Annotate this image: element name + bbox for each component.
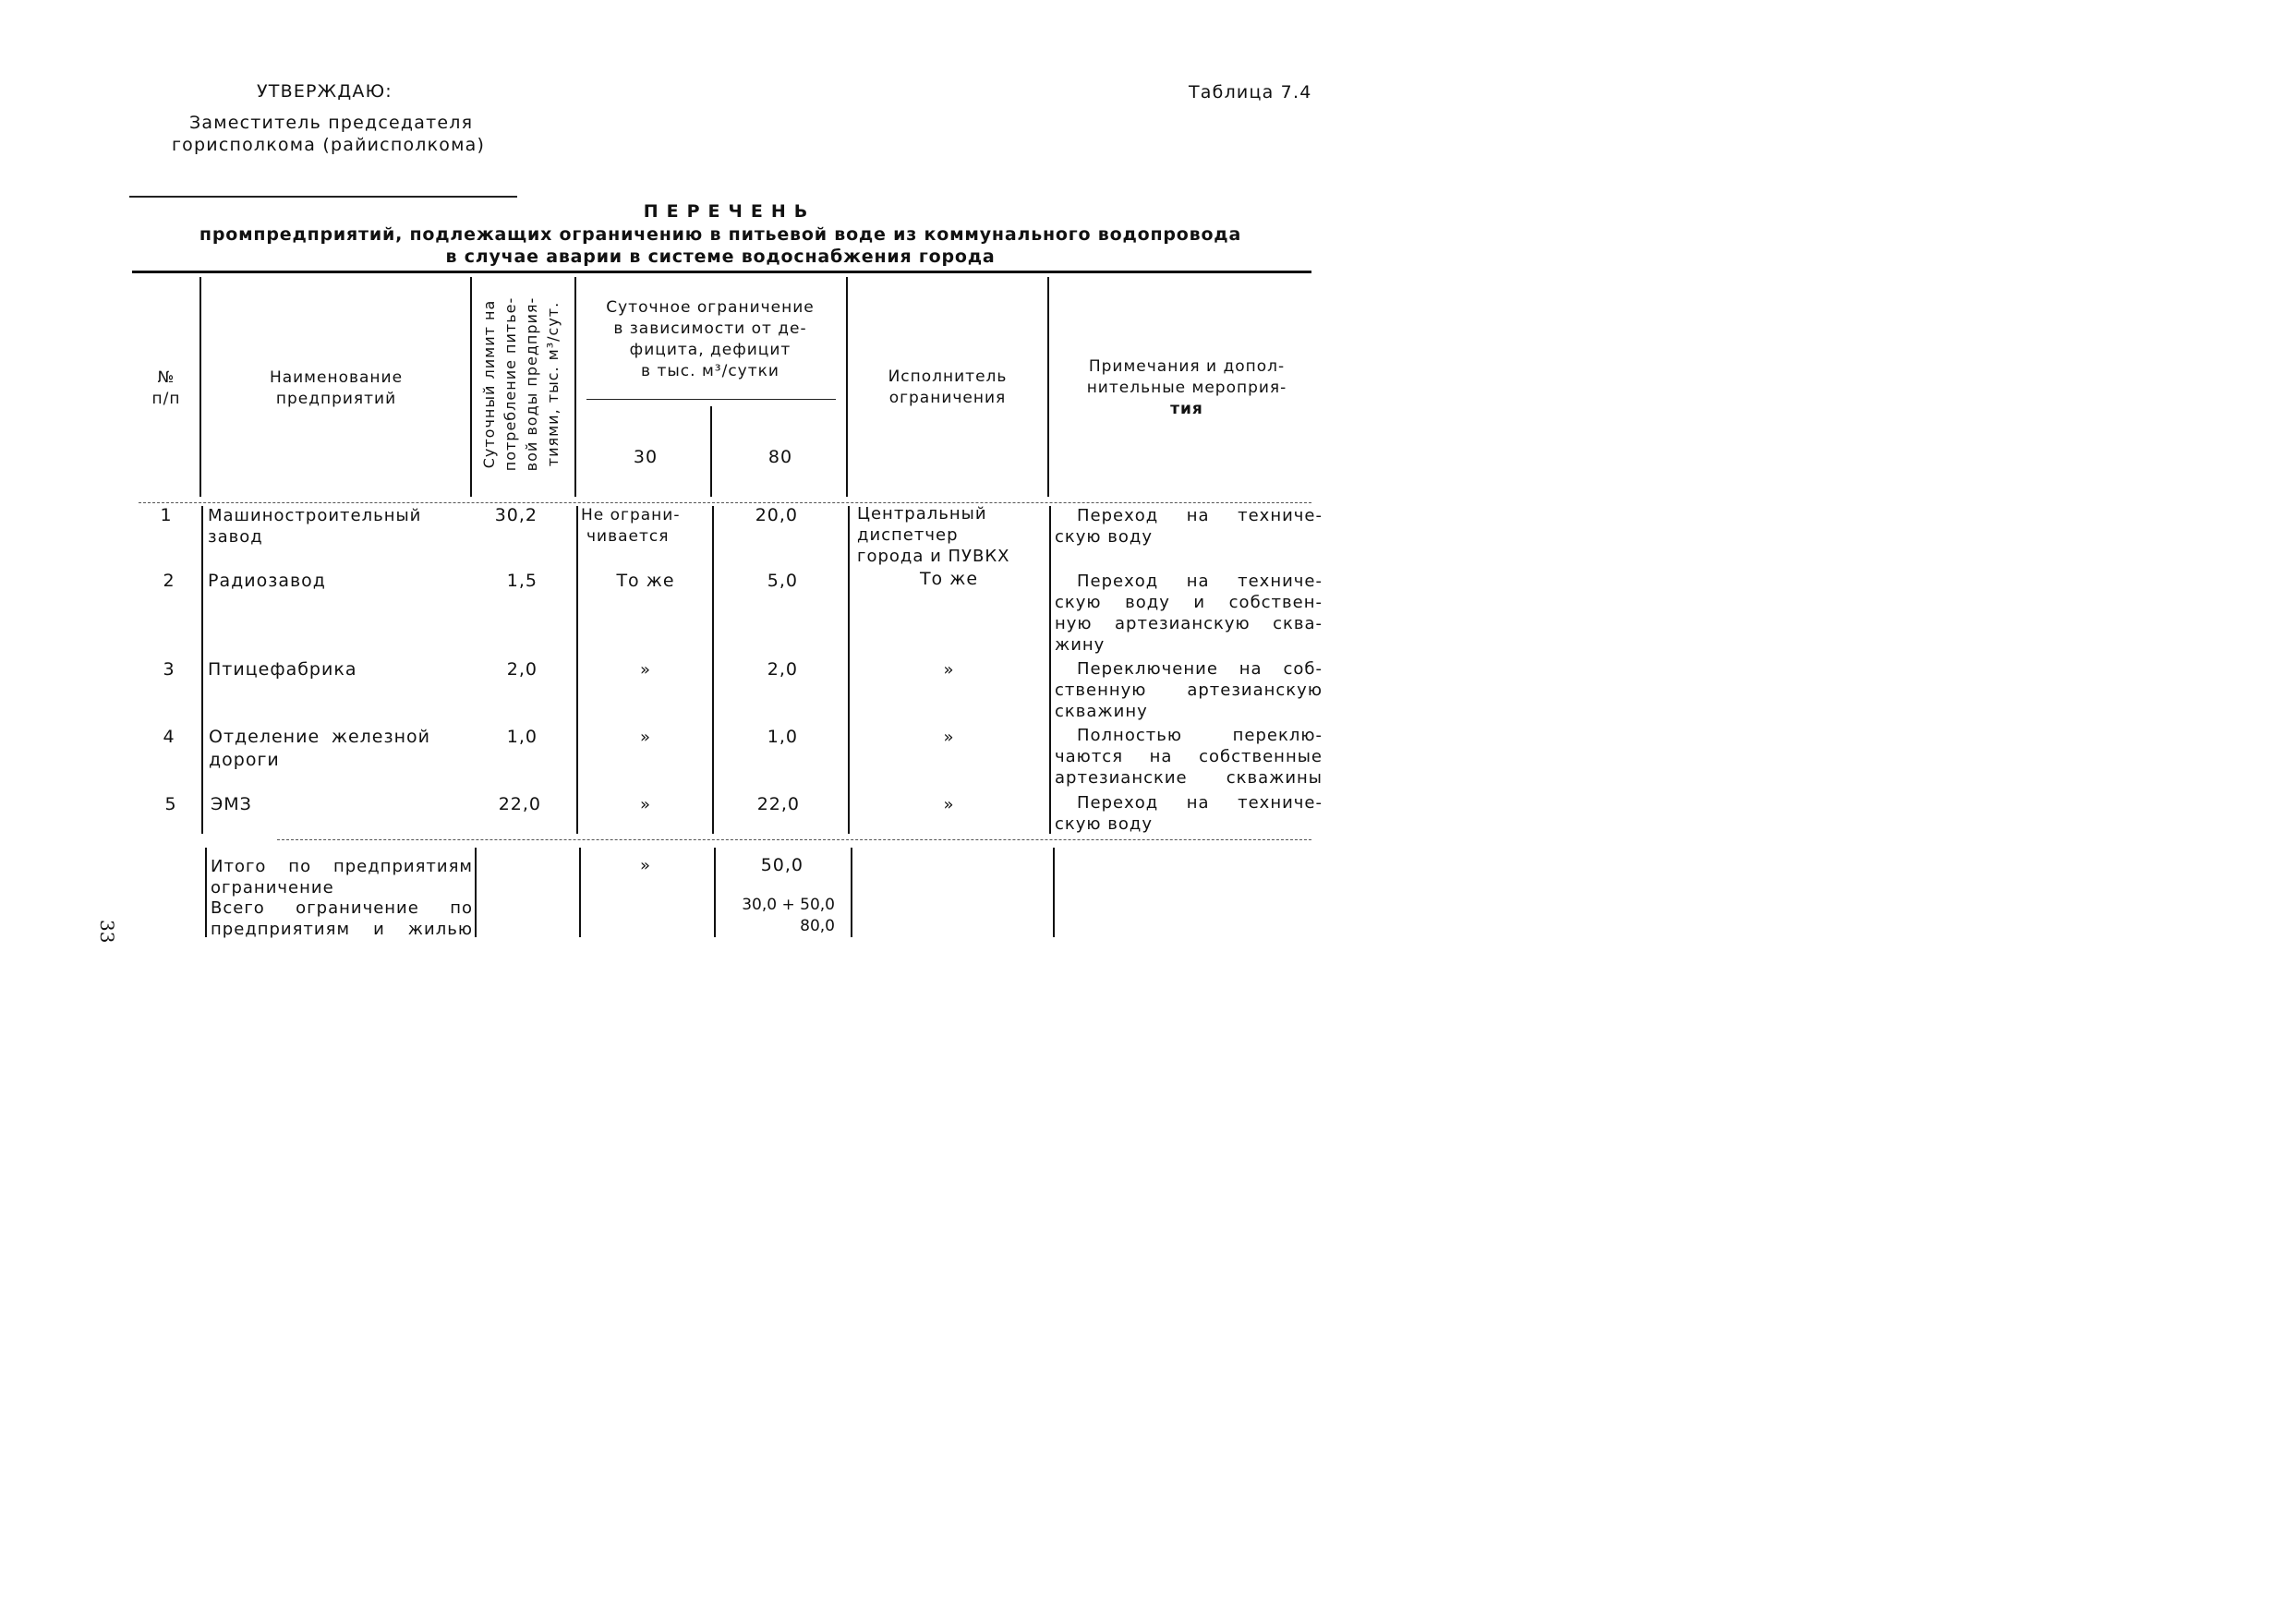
approval-position-line2: горисполкома (райисполкома) [172,135,486,155]
row1-name: Машиностроительный завод [208,506,422,547]
vline-body-4 [712,506,714,834]
totals-rule [277,839,1311,840]
vline-header-3 [574,277,576,497]
totals-d80-1: 50,0 [760,855,804,875]
signature-line [129,196,517,198]
col-deficit-30: 30 [633,447,659,467]
approval-title: УТВЕРЖДАЮ: [257,81,393,102]
totals-label-1: Итого по предприятиям ограничение [211,857,473,897]
col-no-header: № п/п [151,368,181,408]
row1-notes: Переход на техниче- скую воду [1055,506,1323,547]
heading-line1: промпредприятий, подлежащих ограничению в питьевой воде из коммунального водопровода [199,224,1242,245]
vline-total-4 [714,848,716,937]
vline-body-3 [576,506,578,834]
row2-name: Радиозавод [208,571,326,591]
vline-header-6 [1047,277,1049,497]
row3-d30: » [639,660,651,680]
row1-no: 1 [160,505,173,525]
subheader-rule [586,399,836,400]
row5-d30: » [639,795,651,814]
row4-d30: » [639,728,651,747]
row3-executor: » [943,660,955,680]
vline-header-5 [846,277,848,497]
row1-executor: Центральный диспетчер города и ПУВКХ [857,504,1010,566]
row4-name: Отделение железной дороги [209,727,430,770]
row5-no: 5 [164,794,177,814]
row1-limit: 30,2 [494,505,538,525]
row2-d80: 5,0 [767,571,798,591]
row2-notes: Переход на техниче- скую воду и собствен- ную артезианскую сква- жину [1055,572,1323,655]
totals-d30: » [639,856,651,875]
table-top-rule [132,271,1311,273]
approval-position-line1: Заместитель председателя [189,113,474,133]
heading-main: ПЕРЕЧЕНЬ [643,201,816,222]
row3-name: Птицефабрика [208,659,357,680]
row1-d30: Не ограни- чивается [581,506,681,546]
row3-limit: 2,0 [506,659,538,680]
vline-body-1 [201,506,203,834]
row5-d80: 22,0 [756,794,800,814]
col-limit-header: Суточный лимит на потребление питье- вой воды предприя- тиями, тыс. м³/сут. [480,296,562,472]
heading-line2: в случае аварии в системе водоснабжения города [445,247,996,267]
vline-total-2 [475,848,477,937]
vline-total-5 [851,848,852,937]
row1-d80: 20,0 [755,505,798,525]
row5-executor: » [943,795,955,814]
row2-d30: То же [616,571,675,591]
table-number: Таблица 7.4 [1189,82,1312,102]
row5-name: ЭМЗ [211,794,252,814]
vline-total-1 [205,848,207,937]
col-deficit-80: 80 [767,447,793,467]
row2-no: 2 [163,571,175,591]
col-name-header: Наименование предприятий [269,368,404,408]
row5-notes: Переход на техниче- скую воду [1055,793,1323,834]
col-executor-header: Исполнитель ограничения [888,367,1008,407]
totals-label-2: Всего ограничение по предприятиям и жилью [211,898,473,939]
row3-no: 3 [163,659,175,680]
row4-notes: Полностью переклю- чаются на собственные артезианские скважины [1055,726,1323,788]
vline-header-4 [710,406,712,497]
vline-header-1 [199,277,201,497]
row4-d80: 1,0 [767,727,798,747]
row4-no: 4 [163,727,175,747]
vline-header-2 [470,277,472,497]
row5-limit: 22,0 [498,794,541,814]
row4-executor: » [943,728,955,747]
page-number: 33 [96,920,118,944]
col-restriction-header: Суточное ограничение в зависимости от де- фицита, дефицит в тыс. м³/сутки [606,298,815,380]
row4-limit: 1,0 [506,727,538,747]
vline-body-6 [1049,506,1051,834]
totals-d80-2b: 80,0 [800,917,835,935]
vline-total-6 [1053,848,1055,937]
vline-total-3 [579,848,581,937]
row3-d80: 2,0 [767,659,798,680]
vline-body-5 [848,506,850,834]
totals-d80-2a: 30,0 + 50,0 [742,896,835,914]
header-bottom-rule [139,502,1311,503]
row3-notes: Переключение на соб- ственную артезианскую скважину [1055,659,1323,721]
row2-executor: То же [919,569,979,589]
row2-limit: 1,5 [506,571,538,591]
col-notes-header: Примечания и допол- нительные мероприя- тия [1086,357,1287,418]
